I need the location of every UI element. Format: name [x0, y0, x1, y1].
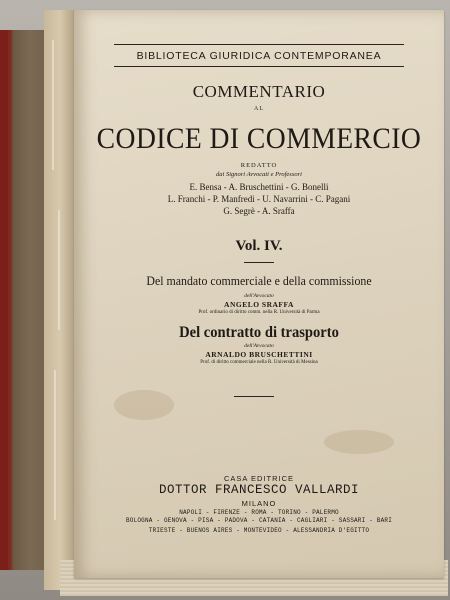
divider-rule — [234, 396, 274, 397]
authors-intro: dai Signori Avvocati e Professori — [216, 171, 302, 178]
publisher-city: MILANO — [241, 499, 277, 508]
authors-line: G. Segrè - A. Sraffa — [223, 206, 295, 216]
section2-author: ARNALDO BRUSCHETTINI — [205, 350, 313, 359]
binding-thread — [52, 40, 54, 170]
volume-number: Vol. IV. — [235, 238, 283, 254]
section1-by: dell'Avvocato — [244, 293, 274, 299]
volume-rule — [244, 262, 274, 263]
authors-line: L. Franchi - P. Manfredi - U. Navarrini - C. Pagani — [167, 194, 351, 204]
binding-thread — [54, 370, 56, 520]
series-rule-bottom — [114, 66, 404, 67]
publisher-name: DOTTOR FRANCESCO VALLARDI — [158, 483, 360, 497]
branch-cities-line: NAPOLI - FIRENZE - ROMA - TORINO - PALERMO — [179, 509, 339, 516]
title-page — [74, 10, 444, 578]
al-word: AL — [254, 106, 264, 112]
section2-by: dell'Avvocato — [244, 343, 274, 349]
authors-line: E. Bensa - A. Bruschettini - G. Bonelli — [189, 182, 329, 192]
redatto-word: REDATTO — [240, 162, 278, 169]
main-title: CODICE DI COMMERCIO — [96, 122, 422, 155]
book-cover-edge — [0, 30, 8, 570]
publisher-label: CASA EDITRICE — [223, 474, 295, 483]
foxing-stain — [114, 390, 174, 420]
section1-title: Del mandato commerciale e della commissione — [146, 274, 372, 288]
series-rule-top — [114, 44, 404, 45]
branch-cities-line: BOLOGNA - GENOVA - PISA - PADOVA - CATANIA - CAGLIARI - SASSARI - BARI — [125, 517, 393, 524]
commentario-heading: COMMENTARIO — [192, 82, 326, 101]
section2-author-note: Prof. di diritto commerciale nella R. Università di Messina — [200, 360, 318, 365]
section1-author: ANGELO SRAFFA — [224, 300, 294, 309]
binding-thread — [58, 210, 60, 330]
section1-author-note: Prof. ordinario di diritto comm. nella R. Università di Parma — [198, 310, 320, 315]
foxing-stain — [324, 430, 394, 454]
branch-cities-line: TRIESTE - BUENOS AIRES - MONTEVIDEO - ALESSANDRIA D'EGITTO — [148, 527, 370, 534]
series-title: BIBLIOTECA GIURIDICA CONTEMPORANEA — [136, 50, 382, 62]
section2-title: Del contratto di trasporto — [179, 324, 339, 341]
